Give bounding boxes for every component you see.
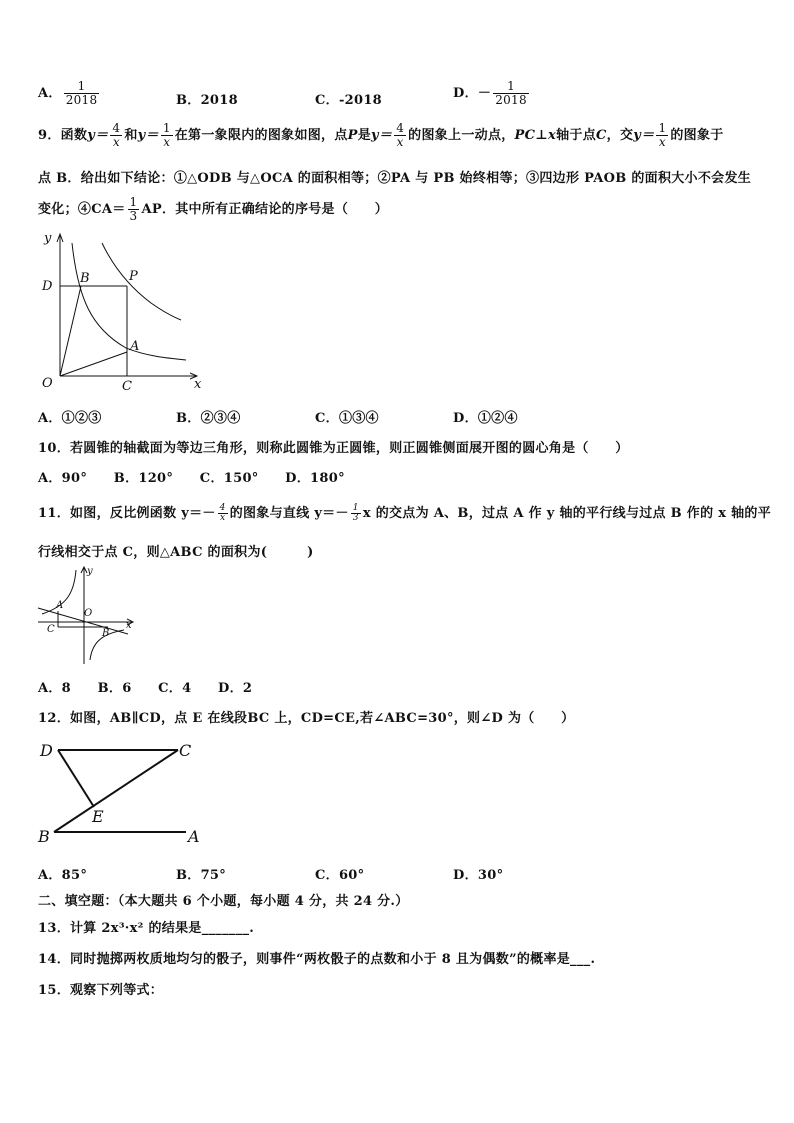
- q9-label-x: x: [194, 377, 202, 392]
- q9-label-c: C: [122, 379, 132, 394]
- q8-option-d-fraction: [493, 80, 529, 107]
- q8-option-b: B．2018: [176, 93, 238, 108]
- q8-a-denominator: 2018: [65, 93, 98, 107]
- q11-label-b: B: [102, 628, 110, 639]
- q9-y1: y＝: [87, 128, 109, 143]
- q8-a-numerator: 1: [64, 80, 100, 94]
- q9-y3: y＝: [371, 128, 393, 143]
- q9-line1: [38, 122, 724, 149]
- q8-option-d: [453, 80, 531, 107]
- q11-fraction-2: [351, 504, 361, 523]
- q11-line1-c: x 的交点为 A、B，过点 A 作 y 轴的平行线与过点 B 作的 x 轴的平: [362, 506, 771, 521]
- q12-label-c: C: [179, 741, 192, 760]
- q11-f1-den: x: [219, 513, 226, 523]
- q10-text: 10．若圆锥的轴截面为等边三角形，则称此圆锥为正圆锥，则正圆锥侧面展开图的圆心角是（ ）: [38, 441, 629, 456]
- q9-label-p: P: [129, 269, 138, 284]
- q14-text: 14．同时抛掷两枚质地均匀的骰子，则事件“两枚骰子的点数和小于 8 且为偶数”的概率是___.: [38, 952, 596, 967]
- q9-y2: y＝: [137, 128, 159, 143]
- q9-den1: x: [112, 135, 120, 149]
- q12-line-de: [58, 750, 94, 807]
- q12-label-b: B: [38, 827, 50, 846]
- q9-and: 和: [124, 128, 138, 143]
- q8-option-d-label: D．－: [453, 86, 492, 101]
- q8-option-a-label: A．: [38, 86, 62, 101]
- q12-label-e: E: [92, 807, 104, 826]
- q11-f2-den: 3: [352, 513, 359, 523]
- q11-label-x: x: [126, 620, 132, 631]
- q9-line2: 点 B．给出如下结论：①△ODB 与△OCA 的面积相等；②PA 与 PB 始终相等；③四边形 PAOB 的面积大小不会发生: [38, 171, 752, 186]
- q9-fraction-5: [128, 196, 140, 223]
- q9-line3-b: AP．其中所有正确结论的序号是（ ）: [141, 202, 389, 217]
- q8-d-numerator: 1: [493, 80, 529, 94]
- q9-option-d: D．①②④: [453, 411, 518, 426]
- q9-text-e: 轴于点: [556, 128, 597, 143]
- q12-figure: [34, 734, 214, 849]
- q12-label-a: A: [188, 827, 200, 846]
- q11-line1-b: 的图象与直线 y＝－: [229, 506, 349, 521]
- q9-line-ob: [60, 286, 81, 376]
- q9-fraction-1: [110, 122, 122, 149]
- q9-den3: x: [396, 135, 404, 149]
- q11-f1-num: 4: [219, 503, 226, 513]
- q9-text-g: 的图象于: [670, 128, 724, 143]
- q9-text-b: 在第一象限内的图象如图，点: [174, 128, 348, 143]
- q10-options: A．90° B．120° C．150° D．180°: [38, 471, 345, 486]
- q12-option-c: C．60°: [315, 868, 365, 883]
- q9-fraction-3: [394, 122, 406, 149]
- section-2-heading: 二、填空题：（本大题共 6 个小题，每小题 4 分，共 24 分.）: [38, 894, 409, 909]
- q9-label-y: y: [44, 231, 52, 246]
- q8-options: [38, 80, 101, 107]
- q9-num1: 4: [112, 121, 121, 135]
- q8-option-c: C．-2018: [315, 93, 383, 108]
- q9-text-d: 的图象上一动点，: [408, 128, 515, 143]
- q9-line3-a: 变化；④CA＝: [38, 202, 126, 217]
- q11-options: A．8 B．6 C．4 D．2: [38, 681, 253, 696]
- q11-line2: 行线相交于点 C，则△ABC 的面积为( ): [38, 545, 314, 560]
- q9-text-c: 是: [357, 128, 372, 143]
- q13-text: 13．计算 2x³·x² 的结果是_______.: [38, 921, 255, 936]
- q9-den4: x: [658, 135, 666, 149]
- q9-option-b: B．②③④: [176, 411, 241, 426]
- q11-line1: [38, 502, 771, 523]
- q9-label-b: B: [80, 271, 90, 286]
- q11-f2-num: 1: [352, 503, 359, 513]
- q9-c: C: [596, 128, 607, 143]
- q11-label-y: y: [87, 566, 93, 577]
- q15-text: 15．观察下列等式：: [38, 983, 164, 998]
- q9-fraction-4: [656, 122, 668, 149]
- q11-figure: [36, 564, 146, 668]
- q9-label-d: D: [42, 279, 53, 294]
- q8-d-denominator: 2018: [495, 93, 527, 107]
- q11-line1-a: 11．如图，反比例函数 y＝－: [38, 506, 216, 521]
- q9-option-c: C．①③④: [315, 411, 379, 426]
- q9-curve-1-over-x: [72, 243, 186, 360]
- q9-line-oa: [60, 352, 127, 376]
- q9-num2: 1: [162, 121, 171, 135]
- q11-label-o: O: [84, 608, 93, 619]
- q9-num5: 1: [129, 195, 138, 209]
- q12-option-b: B．75°: [176, 868, 227, 883]
- q12-option-d: D．30°: [453, 868, 504, 883]
- q9-text-f: ，交: [606, 128, 634, 143]
- q12-text: 12．如图，AB∥CD，点 E 在线段BC 上，CD=CE,若∠ABC=30°，则∠D 为（ ）: [38, 711, 575, 726]
- q9-fraction-2: [161, 122, 173, 149]
- q9-label-o: O: [42, 376, 53, 391]
- q12-line-bc: [54, 750, 178, 832]
- q9-y4: y＝: [633, 128, 655, 143]
- q9-p: P: [347, 128, 358, 143]
- q9-den5: 3: [129, 209, 138, 223]
- q9-line3: [38, 196, 388, 223]
- q9-curve-4-over-x: [102, 243, 181, 320]
- q9-num4: 1: [658, 121, 667, 135]
- q11-label-a: A: [56, 600, 64, 611]
- q9-den2: x: [163, 135, 171, 149]
- q12-option-a: A．85°: [38, 868, 88, 883]
- q8-option-a-fraction: [64, 80, 100, 107]
- q9-num3: 4: [396, 121, 405, 135]
- q9-label-a: A: [130, 339, 140, 354]
- q9-text: 9．函数: [38, 128, 88, 143]
- q11-fraction-1: [218, 504, 228, 523]
- q9-option-a: A．①②③: [38, 411, 102, 426]
- q12-label-d: D: [40, 741, 53, 760]
- q9-figure: [36, 228, 216, 398]
- q11-label-c: C: [47, 624, 55, 635]
- q9-pc: PC⊥x: [514, 128, 557, 143]
